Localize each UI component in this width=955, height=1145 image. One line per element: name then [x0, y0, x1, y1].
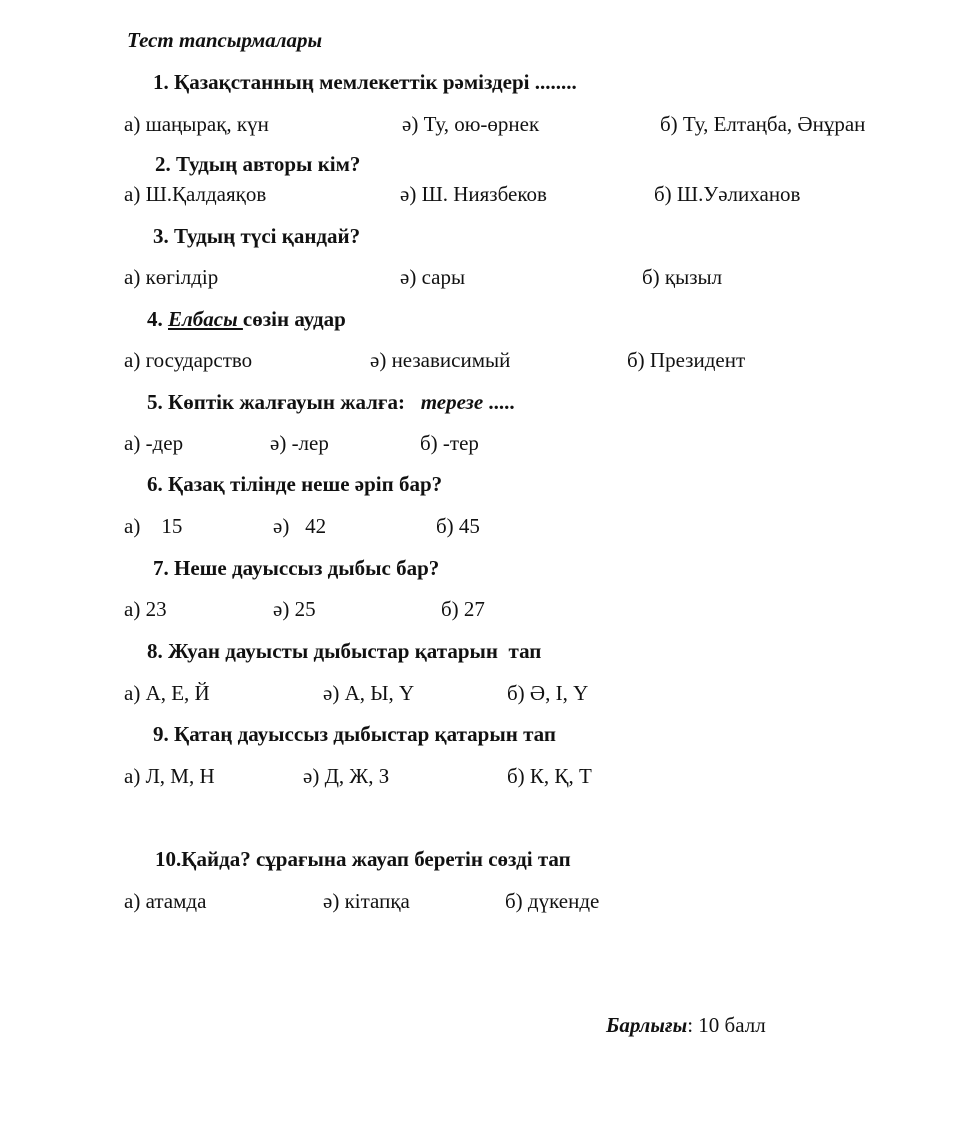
question-7: 7. Неше дауыссыз дыбыс бар? — [153, 556, 440, 580]
q4-option-ae[interactable]: ә) независимый — [370, 348, 511, 372]
q4-option-a[interactable]: а) государство — [124, 348, 253, 372]
q8-option-ae[interactable]: ә) А, Ы, Ү — [323, 681, 415, 705]
question-4-number: 4. — [147, 307, 163, 331]
question-5-prefix: 5. Көптік жалғауын жалға: — [147, 390, 421, 414]
question-4 — [147, 307, 346, 332]
q2-option-ae[interactable]: ә) Ш. Ниязбеков — [400, 182, 547, 206]
q3-option-a[interactable]: а) көгілдір — [124, 265, 219, 289]
q9-option-b[interactable]: б) К, Қ, Т — [507, 764, 592, 788]
q9-option-a[interactable]: а) Л, М, Н — [124, 764, 215, 788]
q5-option-ae[interactable]: ә) -лер — [270, 431, 329, 455]
q6-option-b[interactable]: б) 45 — [436, 514, 480, 538]
q4-option-b[interactable]: б) Президент — [627, 348, 746, 372]
q3-option-b[interactable]: б) қызыл — [642, 265, 723, 289]
q7-option-b[interactable]: б) 27 — [441, 597, 485, 621]
question-3: 3. Тудың түсі қандай? — [153, 224, 361, 248]
q8-option-b[interactable]: б) Ә, І, Ү — [507, 681, 589, 705]
q8-option-a[interactable]: а) А, Е, Й — [124, 681, 210, 705]
q9-option-ae[interactable]: ә) Д, Ж, З — [303, 764, 390, 788]
q5-option-b[interactable]: б) -тер — [420, 431, 479, 455]
total-score — [606, 1013, 766, 1038]
total-value: : 10 балл — [687, 1013, 766, 1037]
q10-option-b[interactable]: б) дүкенде — [505, 889, 600, 913]
q3-option-ae[interactable]: ә) сары — [400, 265, 466, 289]
question-4-word: Елбасы — [168, 307, 243, 331]
q1-option-ae[interactable]: ә) Ту, ою-өрнек — [402, 112, 540, 136]
question-6: 6. Қазақ тілінде неше әріп бар? — [147, 472, 443, 496]
q10-option-ae[interactable]: ә) кітапқа — [323, 889, 410, 913]
total-label: Барлығы — [606, 1013, 688, 1037]
q2-option-a[interactable]: а) Ш.Қалдаяқов — [124, 182, 267, 206]
q7-option-ae[interactable]: ә) 25 — [273, 597, 316, 621]
q7-option-a[interactable]: а) 23 — [124, 597, 167, 621]
question-10: 10.Қайда? сұрағына жауап беретін сөзді тап — [155, 847, 571, 871]
q6-option-ae[interactable]: ә) 42 — [273, 514, 327, 538]
question-5 — [147, 390, 515, 415]
q5-option-a[interactable]: а) -дер — [124, 431, 184, 455]
q1-option-b[interactable]: б) Ту, Елтаңба, Әнұран — [660, 112, 866, 136]
q1-option-a[interactable]: а) шаңырақ, күн — [124, 112, 269, 136]
question-5-suffix: ..... — [483, 390, 515, 414]
question-5-word: терезе — [420, 390, 484, 414]
question-2: 2. Тудың авторы кім? — [155, 152, 361, 176]
question-9: 9. Қатаң дауыссыз дыбыстар қатарын тап — [153, 722, 556, 746]
q2-option-b[interactable]: б) Ш.Уәлиханов — [654, 182, 801, 206]
q6-option-a[interactable]: а) 15 — [124, 514, 183, 538]
question-8: 8. Жуан дауысты дыбыстар қатарын тап — [147, 639, 542, 663]
page-title: Тест тапсырмалары — [127, 28, 323, 52]
question-1: 1. Қазақстанның мемлекеттік рәміздері ........ — [153, 70, 577, 94]
question-4-rest: сөзін аудар — [242, 307, 346, 331]
q10-option-a[interactable]: а) атамда — [124, 889, 207, 913]
